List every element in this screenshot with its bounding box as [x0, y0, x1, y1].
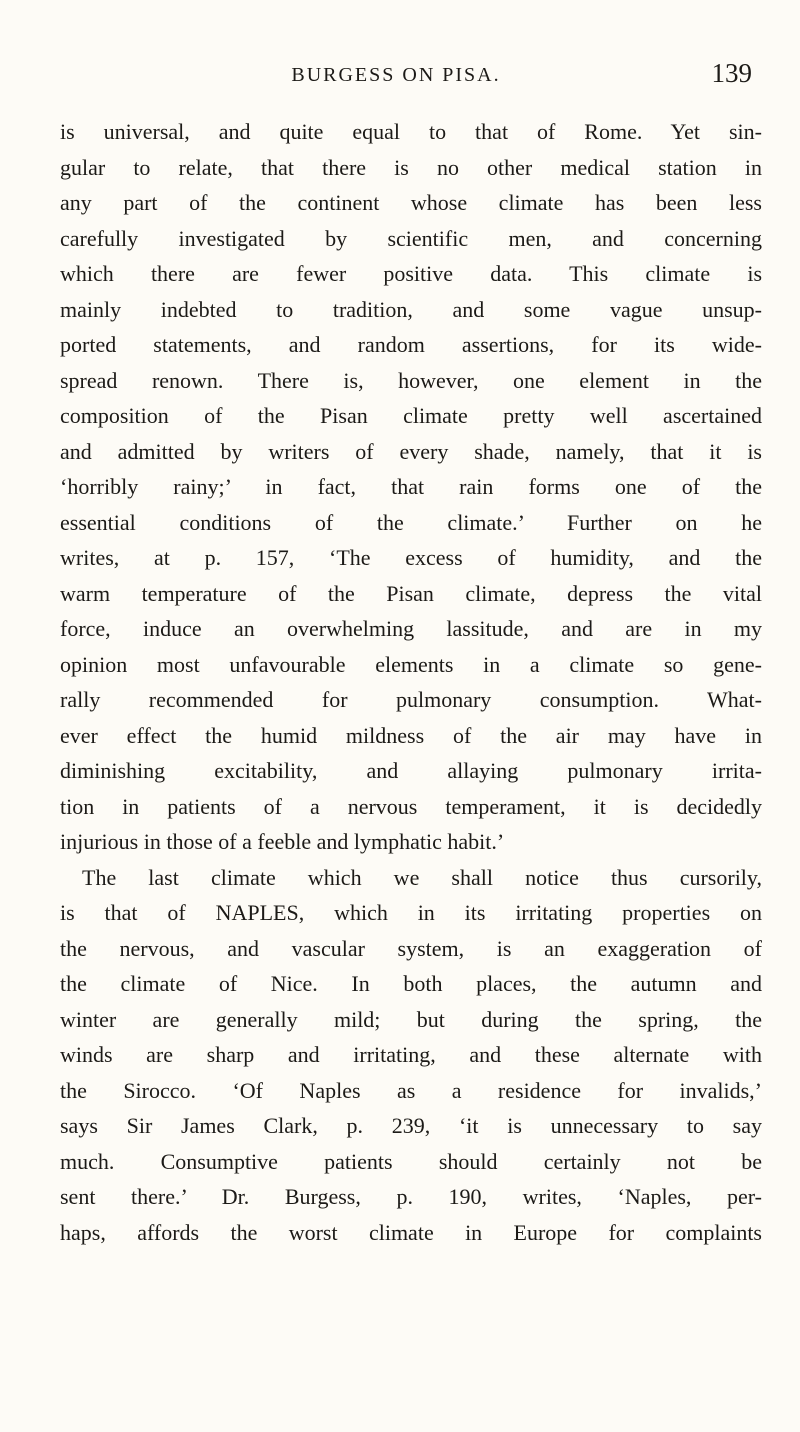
- text-line: sent there.’ Dr. Burgess, p. 190, writes, ‘Naples, per-: [60, 1184, 762, 1209]
- text-line: ever effect the humid mildness of the air may have in: [60, 722, 762, 748]
- running-head: [40, 58, 752, 92]
- body-text: [60, 114, 762, 1250]
- text-line: force, induce an overwhelming lassitude, and are in my: [60, 616, 762, 641]
- text-line-paragraph-start: The last climate which we shall notice thus cursorily,: [82, 864, 762, 890]
- text-line: says Sir James Clark, p. 239, ‘it is unnecessary to say: [60, 1113, 762, 1138]
- text-line: tion in patients of a nervous temperament, it is decidedly: [60, 793, 762, 819]
- text-line: essential conditions of the climate.’ Further on he: [60, 509, 762, 535]
- text-line: warm temperature of the Pisan climate, depress the vital: [60, 580, 762, 606]
- text-line: and admitted by writers of every shade, namely, that it is: [60, 438, 762, 464]
- text-line: injurious in those of a feeble and lymphatic habit.’: [60, 829, 505, 854]
- text-line: carefully investigated by scientific men, and concerning: [60, 225, 762, 251]
- text-line: much. Consumptive patients should certainly not be: [60, 1148, 762, 1174]
- text-line: any part of the continent whose climate has been less: [60, 190, 762, 215]
- text-line: rally recommended for pulmonary consumption. What-: [60, 687, 762, 712]
- text-line: is that of NAPLES, which in its irritating properties on: [60, 900, 762, 925]
- text-line: ported statements, and random assertions, for its wide-: [60, 332, 762, 357]
- text-line: which there are fewer positive data. This climate is: [60, 261, 762, 286]
- text-line: the Sirocco. ‘Of Naples as a residence for invalids,’: [60, 1077, 762, 1103]
- text-line: diminishing excitability, and allaying pulmonary irrita-: [60, 758, 762, 783]
- text-line: composition of the Pisan climate pretty well ascertained: [60, 403, 762, 428]
- text-line: winter are generally mild; but during the spring, the: [60, 1006, 762, 1032]
- text-line: gular to relate, that there is no other medical station in: [60, 154, 762, 180]
- text-line: is universal, and quite equal to that of Rome. Yet sin-: [60, 119, 762, 144]
- text-line: mainly indebted to tradition, and some vague unsup-: [60, 296, 762, 322]
- text-line: haps, affords the worst climate in Europe for complaints: [60, 1219, 762, 1245]
- text-line: ‘horribly rainy;’ in fact, that rain forms one of the: [60, 474, 762, 499]
- text-line: winds are sharp and irritating, and these alternate with: [60, 1042, 762, 1067]
- running-title: BURGESS ON PISA.: [291, 64, 501, 86]
- text-line: writes, at p. 157, ‘The excess of humidity, and the: [60, 545, 762, 570]
- text-line: the climate of Nice. In both places, the autumn and: [60, 971, 762, 996]
- text-line: the nervous, and vascular system, is an exaggeration of: [60, 935, 762, 961]
- page-number: 139: [711, 58, 752, 88]
- text-line: opinion most unfavourable elements in a climate so gene-: [60, 651, 762, 677]
- text-line: spread renown. There is, however, one element in the: [60, 367, 762, 393]
